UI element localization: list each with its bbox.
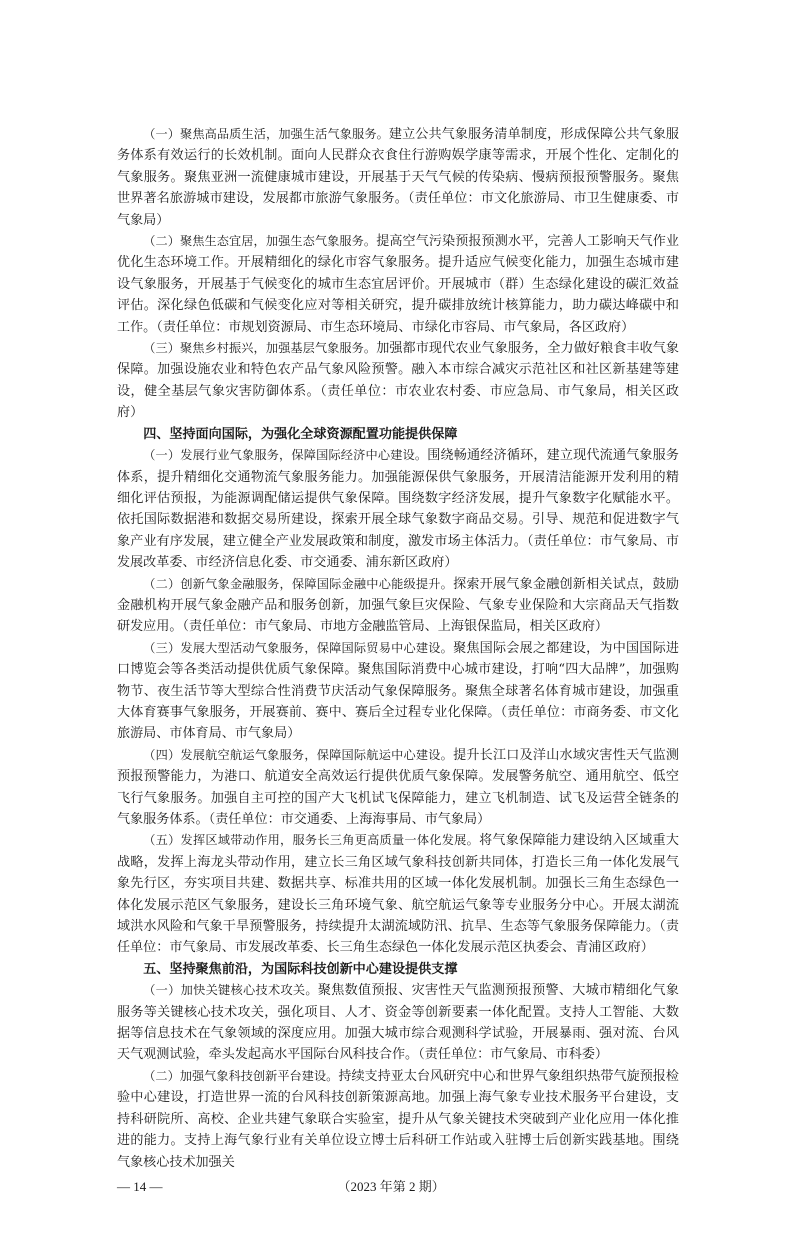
paragraph	[117, 1066, 679, 1173]
paragraph-lead: （一）聚焦高品质生活，加强生活气象服务。	[143, 127, 389, 141]
paragraph-lead: （三）发展大型活动气象服务，保障国际贸易中心建设。	[143, 640, 454, 655]
paragraph-lead: （一）加快关键核心技术攻关。	[143, 983, 318, 998]
paragraph-text: 探索开展气象金融创新相关试点，鼓励金融机构开展气象金融产品和服务创新，加强气象巨灾保险、气象专业保险和大宗商品天气指数研发应用。（责任单位：市气象局、市地方金融监管局、上海银保监局，相关区政府）	[117, 576, 680, 635]
issue-label: （2023 年第 2 期）	[337, 1178, 445, 1194]
paragraph-text: 提升长江口及洋山水域灾害性天气监测预报预警能力，为港口、航道安全高效运行提供优质气象保障。发展警务航空、通用航空、低空飞行气象服务。加强自主可控的国产大飞机试飞保障能力，建立飞机制造、试飞及运营全链条的气象服务体系。（责任单位：市交通委、上海海事局、市气象局）	[117, 747, 680, 827]
paragraph-text: 聚焦数值预报、灾害性天气监测预报预警、大城市精细化气象服务等关键核心技术攻关，强化项目、人才、资金等创新要素一体化配置。支持人工智能、大数据等信息技术在气象领域的深度应用。加强大城市综合观测科学试验，开展暴雨、强对流、台风天气观测试验，牵头发起高水平国际台风科技合作。（责任单位：市气象局、市科委）	[117, 983, 680, 1063]
page-number: — 14 —	[117, 1178, 163, 1194]
paragraph-text: 加强都市现代农业气象服务，全力做好粮食丰收气象保障。加强设施农业和特色农产品气象风险预警。融入本市综合减灾示范社区和社区新基建等建设，健全基层气象灾害防御体系。（责任单位：市农业农村委、市应急局、市气象局，相关区政府）	[117, 341, 680, 421]
paragraph-lead: （一）发展行业气象服务，保障国际经济中心建设。	[143, 448, 428, 463]
section-heading: 五、坚持聚焦前沿，为国际科技创新中心建设提供支撑	[143, 961, 458, 977]
paragraph-text: 建立公共气象服务清单制度，形成保障公共气象服务体系有效运行的长效机制。面向人民群众衣食住行游购娱学康等需求，开展个性化、定制化的气象服务。聚焦亚洲一流健康城市建设，开展基于天气气候的传染病、慢病预报预警服务。聚焦世界著名旅游城市建设，发展都市旅游气象服务。（责任单位：市文化旅游局、市卫生健康委、市气象局）	[117, 127, 680, 228]
paragraph-text: 聚焦国际会展之都建设，为中国国际进口博览会等各类活动提供优质气象保障。聚焦国际消费中心城市建设，打响“四大品牌”，加强购物节、夜生活节等大型综合性消费节庆活动气象保障服务。聚焦全球著名体育城市建设，加强重大体育赛事气象服务，开展赛前、赛中、赛后全过程专业化保障。（责任单位：市商务委、市文化旅游局、市体育局、市气象局）	[117, 640, 680, 742]
paragraph-lead: （三）聚焦乡村振兴，加强基层气象服务。	[143, 341, 377, 356]
paragraph-lead: （二）聚焦生态宜居，加强生态气象服务。	[143, 234, 377, 249]
paragraph-text: 围绕畅通经济循环，建立现代流通气象服务体系，提升精细化交通物流气象服务能力。加强能源保供气象服务，开展清洁能源开发利用的精细化评估预报，为能源调配储运提供气象保障。围绕数字经济发展，提升气象数字化赋能水平。依托国际数据港和数据交易所建设，探索开展全球气象数字商品交易。引导、规范和促进数字气象产业有序发展，建立健全产业发展政策和制度，激发市场主体活力。（责任单位：市气象局、市发展改革委、市经济信息化委、市交通委、浦东新区政府）	[117, 448, 680, 571]
paragraph	[117, 980, 679, 1066]
document-body	[117, 124, 679, 1173]
paragraph	[117, 231, 679, 338]
paragraph-text: 提高空气污染预报预测水平，完善人工影响天气作业优化生态环境工作。开展精细化的绿化市容气象服务。提升适应气候变化能力，加强生态城市建设气象服务，开展基于气候变化的城市生态宜居评价。开展城市（群）生态绿化建设的碳汇效益评估。深化绿色低碳和气候变化应对等相关研究，提升碳排放统计核算能力，助力碳达峰碳中和工作。（责任单位：市规划资源局、市生态环境局、市绿化市容局、市气象局，各区政府）	[117, 234, 680, 335]
page-footer	[117, 1177, 679, 1197]
paragraph	[117, 124, 679, 231]
paragraph-text: 持续支持亚太台风研究中心和世界气象组织热带气旋预报检验中心建设，打造世界一流的台风科技创新策源高地。加强上海气象专业技术服务平台建设，支持科研院所、高校、企业共建气象联合实验室，提升从气象关键技术突破到产业化应用一体化推进的能力。支持上海气象行业有关单位设立博士后科研工作站或入驻博士后创新实践基地。围绕气象核心技术加强关	[117, 1068, 680, 1170]
paragraph	[117, 338, 679, 424]
paragraph	[117, 745, 679, 831]
paragraph-text: 将气象保障能力建设纳入区域重大战略，发挥上海龙头带动作用，建立长三角区域气象科技创新共同体，打造长三角一体化发展气象先行区，夯实项目共建、数据共享、标准共用的区域一体化发展机制。加强长三角生态绿色一体化发展示范区气象服务，建设长三角环境气象、航空航运气象等专业服务分中心。开展太湖流域洪水风险和气象干旱预警服务，持续提升太湖流域防汛、抗旱、生态等气象服务保障能力。（责任单位：市气象局、市发展改革委、长三角生态绿色一体化发展示范区执委会、青浦区政府）	[117, 833, 680, 956]
section-heading: 四、坚持面向国际，为强化全球资源配置功能提供保障	[143, 426, 458, 442]
paragraph	[117, 830, 679, 958]
paragraph	[117, 574, 679, 638]
paragraph	[117, 638, 679, 745]
paragraph	[117, 445, 679, 573]
paragraph-lead: （五）发挥区域带动作用，服务长三角更高质量一体化发展。	[143, 833, 480, 848]
paragraph-lead: （四）发展航空航运气象服务，保障国际航运中心建设。	[143, 747, 454, 762]
paragraph-lead: （二）创新气象金融服务，保障国际金融中心能级提升。	[143, 576, 454, 591]
paragraph-lead: （二）加强气象科技创新平台建设。	[143, 1068, 339, 1083]
